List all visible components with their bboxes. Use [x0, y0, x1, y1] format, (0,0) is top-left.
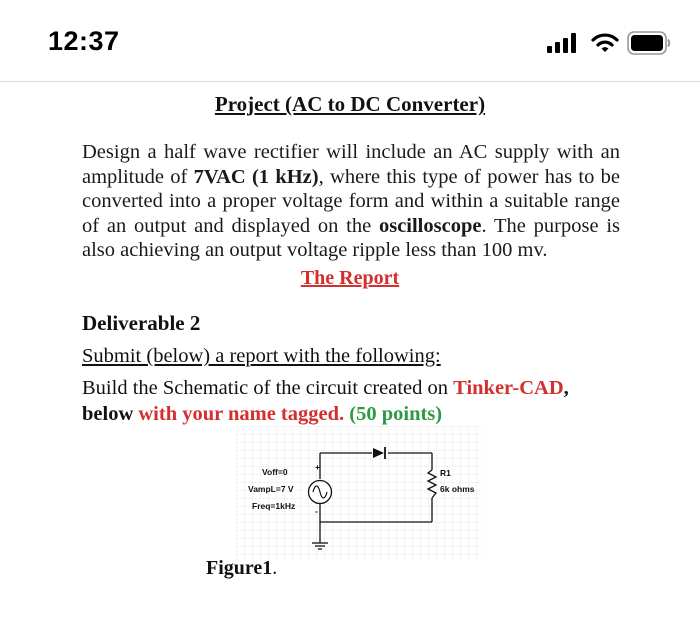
- build-comma: ,: [563, 377, 569, 399]
- status-divider: [0, 81, 700, 82]
- build-name-tag: with your name tagged.: [133, 403, 345, 425]
- intro-text-3: . The purpose is also achieving an output voltage ripple less than 100 mv.: [82, 214, 621, 261]
- report-heading: The Report: [300, 267, 400, 289]
- build-instruction: [82, 375, 622, 427]
- deliverable-heading: Deliverable 2: [82, 311, 201, 335]
- source-plus-label: +: [315, 462, 320, 472]
- wifi-icon: [591, 32, 619, 54]
- figure-label: Figure1: [206, 557, 273, 579]
- battery-icon: [627, 31, 671, 55]
- figure-caption: [206, 557, 277, 580]
- status-time: 12:37: [48, 26, 120, 56]
- voff-label: Voff=0: [262, 467, 288, 477]
- page-title: Project (AC to DC Converter): [214, 92, 486, 116]
- intro-text-2: , where this type of power has to be converted into a proper voltage form and within a suitable range of an output and displayed on the: [82, 165, 621, 237]
- build-text-1: Build the Schematic of the circuit created on: [82, 377, 454, 399]
- intro-oscilloscope: oscilloscope: [378, 214, 482, 237]
- intro-paragraph: [82, 140, 620, 263]
- circuit-schematic: [236, 426, 482, 560]
- resistor-value-label: 6k ohms: [440, 484, 475, 494]
- figure-dot: .: [272, 557, 278, 579]
- build-below: below: [82, 403, 134, 425]
- intro-amplitude: 7VAC (1 kHz): [193, 165, 319, 188]
- resistor-name-label: R1: [440, 468, 451, 478]
- ac-source-symbol: [309, 481, 332, 504]
- build-tinkercad: Tinker-CAD: [453, 377, 564, 399]
- build-points: (50 points): [344, 403, 443, 425]
- vamp-label: VampL=7 V: [248, 484, 294, 494]
- submit-instruction: Submit (below) a report with the following:: [82, 345, 441, 367]
- source-minus-label: -: [315, 506, 318, 516]
- intro-text-1: Design a half wave rectifier will include an AC supply with an amplitude of: [82, 141, 620, 188]
- status-bar: [0, 0, 700, 82]
- cellular-signal-icon: [547, 33, 579, 53]
- freq-label: Freq=1kHz: [252, 501, 296, 511]
